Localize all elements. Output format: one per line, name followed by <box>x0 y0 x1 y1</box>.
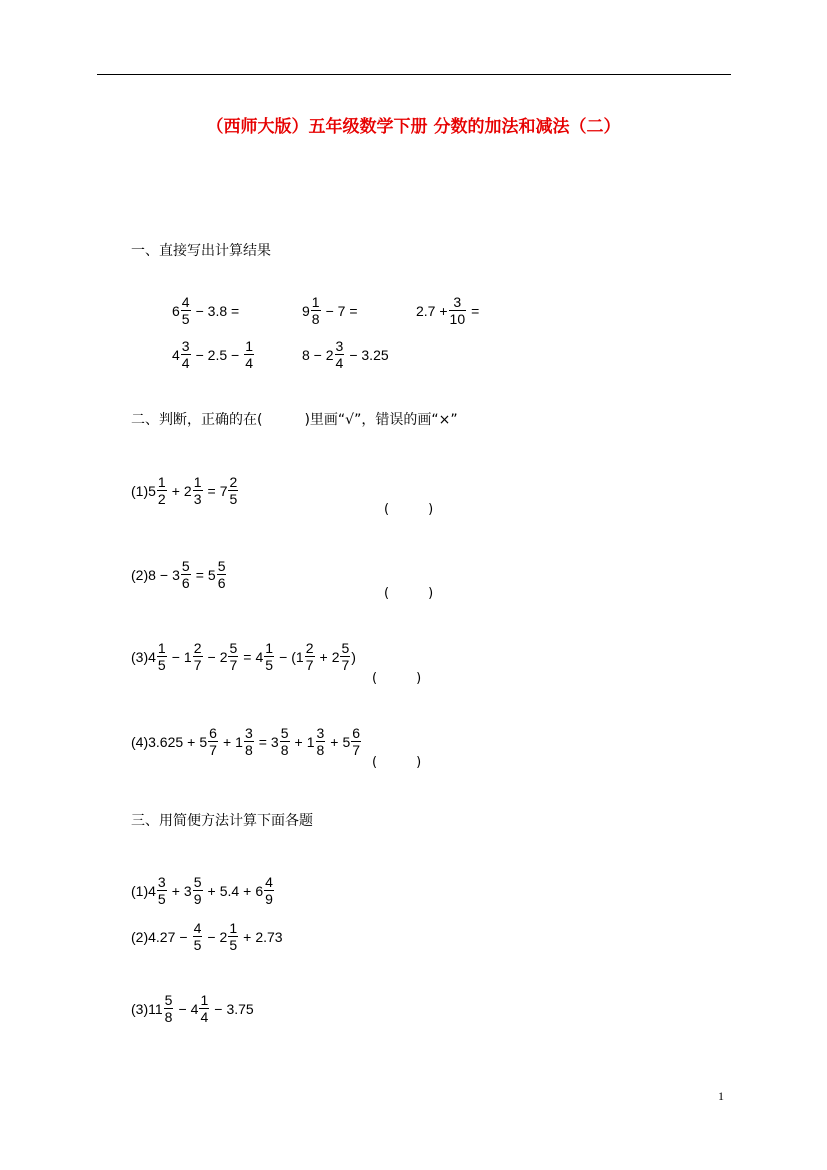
section3-heading: 三、用简便方法计算下面各题 <box>131 813 313 829</box>
header-rule <box>97 74 731 75</box>
s2-q3-answer-blank[interactable]: ( ) <box>372 671 422 686</box>
s3-q2-expression: (2) 4.27 − $\frac{4}{5}$ − 2 $\frac{1}{5}$ + 2.73 <box>131 920 283 953</box>
s2-q1-expression: (1) 5 $\frac{1}{2}$ + 2 $\frac{1}{3}$ = 7 $\frac{2}{5}$ <box>131 474 238 507</box>
s2-q2-expression: (2) 8 − 3 $\frac{5}{6}$ = 5 $\frac{5}{6}$ <box>131 558 226 591</box>
s1-item-1: 6 $\frac{4}{5}$ − 3.8 = <box>172 294 240 327</box>
section1-heading: 一、直接写出计算结果 <box>131 243 271 259</box>
page-title: （西师大版）五年级数学下册 分数的加法和减法（二） <box>206 117 621 137</box>
s1-item-4: 4 $\frac{3}{4}$ − 2.5 − $\frac{1}{4}$ <box>172 338 253 371</box>
s2-q2-answer-blank[interactable]: ( ) <box>384 586 434 601</box>
s2-q1-answer-blank[interactable]: ( ) <box>384 502 434 517</box>
s3-q1-expression: (1) 4 $\frac{3}{5}$ + 3 $\frac{5}{9}$ + 5.4 + 6 $\frac{4}{9}$ <box>131 874 273 907</box>
page-number: 1 <box>718 1089 724 1103</box>
s2-q3-expression: (3) 4 $\frac{1}{5}$ − 1 $\frac{2}{7}$ − 2 $\frac{5}{7}$ = 4 $\frac{1}{5}$ − (1 $\frac{2}{7}$ + 2 $\frac{5}{7}$ ) <box>131 640 356 673</box>
s2-q4-answer-blank[interactable]: ( ) <box>372 755 422 770</box>
s3-q3-expression: (3) 11 $\frac{5}{8}$ − 4 $\frac{1}{4}$ − 3.75 <box>131 992 254 1025</box>
s1-item-5: 8 − 2 $\frac{3}{4}$ − 3.25 <box>302 338 389 371</box>
s1-item-3: 2.7 + $\frac{3}{10}$ = <box>416 294 480 327</box>
s2-q4-expression: (4) 3.625 + 5 $\frac{6}{7}$ + 1 $\frac{3}{8}$ = 3 $\frac{5}{8}$ + 1 $\frac{3}{8}$ + 5 $\frac{6}{7}$ <box>131 725 361 758</box>
section2-heading: 二、判断，正确的在( )里画“√”，错误的画“×” <box>131 412 458 428</box>
s1-item-2: 9 $\frac{1}{8}$ − 7 = <box>302 294 358 327</box>
